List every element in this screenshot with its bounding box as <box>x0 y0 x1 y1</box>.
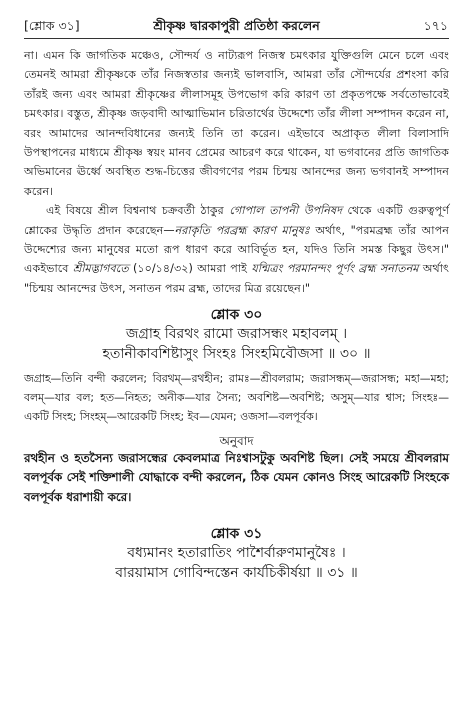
verse-30-line-2: হতানীকাবশিষ্টাসুং সিংহঃ সিংহমিবৌজসা ॥ ৩০ ॥ <box>102 346 371 363</box>
purport-text: অর্থাৎ "চিন্ময় আনন্দের উৎস, সনাতন পরম ব্রহ্ম, তাদের মিত্র রয়েছেন।" <box>24 262 450 295</box>
purport-paragraph-1: না। এমন কি জাগতিক মঞ্চেও, সৌন্দর্য ও নাট্যরূপ নিজস্ব চমৎকার যুক্তিগুলি মেনে চলে এবং তেমনই আমরা শ্রীকৃষ্ণকে তাঁর নিজস্বতার জন্যই ভালবাসি, আমরা তাঁর সৌন্দর্যের প্রশংসা করি তাঁরই জন্য এবং আমরা শ্রীকৃষ্ণের লীলাসমূহ উপভোগ করি কারণ তা প্রকৃতপক্ষে সর্বতোভাবেই চমৎকার। বস্তুত, শ্রীকৃষ্ণ জড়বাদী আত্মাভিমান চরিতার্থের উদ্দেশ্যে তাঁর লীলা সম্পাদন করেন না, বরং আমাদের আনন্দবিধানের জন্যই তিনি তা করেন। এইভাবে অপ্রাকৃত লীলা বিলাসাদি উপস্থাপনের মাধ্যমে শ্রীকৃষ্ণ স্বয়ং মানব প্রেমের আচরণ করে থাকেন, যা ভগবানের প্রতি জাগতিক অভিমানের ঊর্ধ্বে অবস্থিত শুদ্ধ-চিত্তের জীবগণের পরম চিন্ময় আনন্দের জন্য ভগবানই সম্পাদন করেন। <box>24 49 449 198</box>
verse-31-line-2: বারয়ামাস গোবিন্দস্তেন কার্যচিকীর্ষয়া ॥ ৩১ ॥ <box>115 565 358 582</box>
purport-paragraph-2 <box>24 201 449 298</box>
purport-text: থেকে একটি গুরুত্বপূর্ণ শ্লোকের উদ্ধৃতি প্রদান করেছেন— <box>24 204 450 237</box>
scripture-title: গোপাল তাপনী উপনিষদ <box>229 204 342 218</box>
verse-30-synonyms: জগ্রাহ—তিনি বন্দী করলেন; বিরথম্‌—রথহীন; রামঃ—শ্রীবলরাম; জরাসন্ধম্‌—জরাসন্ধ; মহা—মহা; বলম্‌—যার বল; হত—নিহত; অনীক—যার সৈন্য; অবশিষ্ট—অবশিষ্ট; অসুম্‌—যার শ্বাস; সিংহঃ—একটি সিংহ; সিংহম্‌—আরেকটি সিংহ; ইব—যেমন; ওজসা—বলপূর্বক। <box>24 372 449 423</box>
running-header <box>0 14 473 36</box>
page-number: ১৭১ <box>423 18 448 33</box>
sanskrit-quote: যন্মিত্রং পরমানন্দং পূর্ণং ব্রহ্ম সনাতনম <box>251 262 419 276</box>
verse-30-line-1: জগ্রাহ বিরথং রামো জরাসন্ধং মহাবলম্‌ । <box>125 326 348 343</box>
verse-30-translation: রথহীন ও হতসৈন্য জরাসন্ধের কেবলমাত্র নিঃশ্বাসটুকু অবশিষ্ট ছিল। সেই সময়ে শ্রীবলরাম বলপূর্বক সেই শক্তিশালী যোদ্ধাকে বন্দী করলেন, ঠিক যেমন কোনও সিংহ আরেকটি সিংহকে বলপূর্বক ধরাশায়ী করে। <box>24 450 449 504</box>
purport-text: অর্থাৎ, "পরমব্রহ্ম তাঁর আপন উদ্দেশ্যের জন্য মানুষের মতো রূপ ধারণ করে আবির্ভূত হন, যদিও তিনি সমস্ত কিছুর উৎস।" একইভাবে <box>24 223 449 276</box>
sanskrit-quote: নরাকৃতি পরব্রহ্ম কারণ মানুষঃ <box>174 223 310 237</box>
purport-text: (১০/১৪/৩২) আমরা পাই <box>128 262 252 276</box>
scripture-title: শ্রীমদ্ভাগবতে <box>72 262 129 276</box>
verse-31-title: শ্লোক ৩১ <box>210 526 263 543</box>
purport-text: এই বিষয়ে শ্রীল বিশ্বনাথ চক্রবর্তী ঠাকুর <box>46 204 230 218</box>
verse-30-title: শ্লোক ৩০ <box>210 307 263 324</box>
header-rule <box>24 38 449 39</box>
translation-heading: অনুবাদ <box>219 433 254 448</box>
chapter-title: শ্রীকৃষ্ণ দ্বারকাপুরী প্রতিষ্ঠা করলেন <box>153 18 320 33</box>
verse-31-line-1: বধ্যমানং হতারাতিং পাশৈর্বারুণমানুষৈঃ । <box>127 545 346 562</box>
page-body <box>24 46 449 583</box>
verse-reference: [শ্লোক ৩১] <box>24 18 80 33</box>
